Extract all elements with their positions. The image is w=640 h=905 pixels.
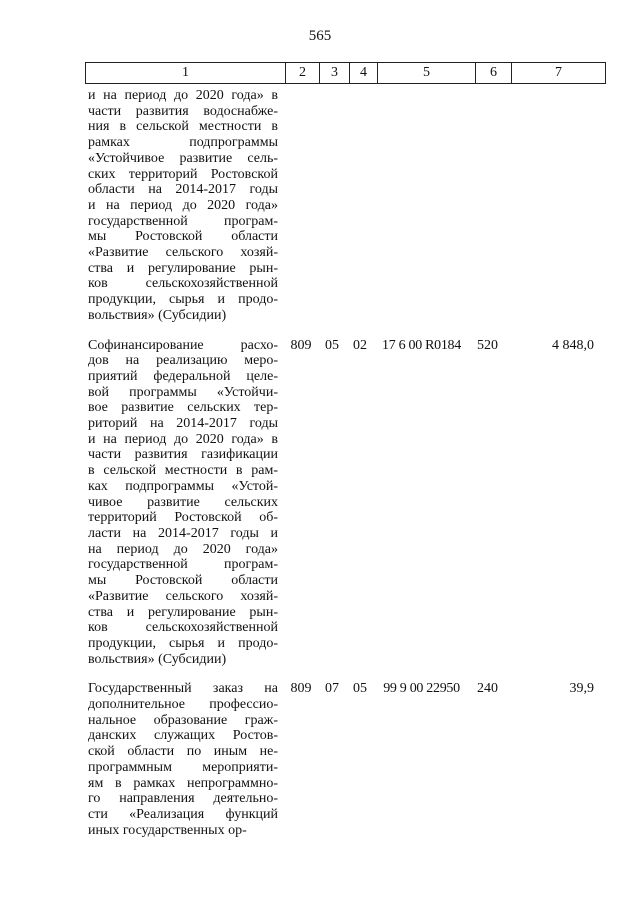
section-code: 07 [325,681,339,697]
description-line: рамках подпрограммы [88,135,278,151]
description-line: ласти на 2014-2017 годы и [88,525,278,541]
row-spacer [88,324,608,338]
column-header-1: 1 [86,63,286,84]
column-header-6: 6 [476,63,512,84]
row-spacer [88,667,608,681]
description-line: мы Ростовской области [88,573,278,589]
description-line: дополнительное профессио- [88,697,278,713]
description-line: «Развитие сельского хозяй- [88,245,278,261]
column-header-row [86,63,606,84]
description-line: чивое развитие сельских [88,494,278,510]
column-header-2: 2 [286,63,320,84]
description-line: мы Ростовской области [88,229,278,245]
amount-value: 39,9 [569,681,594,697]
description-line: ских территорий Ростовской [88,166,278,182]
description-line: ках подпрограммы «Устой- [88,478,278,494]
description-line: части развития газификации [88,447,278,463]
grbs-code: 809 [290,337,312,353]
description-line: государственной програм- [88,557,278,573]
subsection-code: 05 [353,681,367,697]
section-code: 05 [325,337,339,353]
table-row [88,88,608,324]
column-header-7: 7 [512,63,606,84]
description-line: ков сельскохозяйственной [88,620,278,636]
row-description [88,88,278,324]
description-line: территорий Ростовской об- [88,510,278,526]
expense-type-code: 520 [477,337,498,353]
description-line: на период до 2020 года» [88,541,278,557]
expense-type-code: 240 [477,681,498,697]
description-line: вольствия» (Субсидии) [88,651,227,667]
description-line: данских служащих Ростов- [88,728,278,744]
description-line: приятий федеральной целе- [88,368,278,384]
description-line: «Устойчивое развитие сель- [88,150,278,166]
description-line: ства и регулирование рын- [88,260,278,276]
description-line: ков сельскохозяйственной [88,276,278,292]
description-line: го направления деятельно- [88,791,278,807]
description-line: ства и регулирование рын- [88,604,278,620]
description-line: риторий на 2014-2017 годы [88,416,278,432]
table-row [88,681,608,838]
description-line: части развития водоснабже- [88,103,278,119]
row-description [88,338,278,668]
description-line: иных государственных ор- [88,822,247,838]
description-line: ния в сельской местности в [88,119,278,135]
description-line: вольствия» (Субсидии) [88,307,227,323]
description-line: области на 2014-2017 годы [88,182,278,198]
description-line: ской области по иным не- [88,744,278,760]
description-line: и на период до 2020 года» [88,197,278,213]
target-item-code: 99 9 00 22950 [383,681,460,697]
page-number: 565 [308,28,332,44]
description-line: государственной програм- [88,213,278,229]
column-header-5: 5 [378,63,476,84]
description-line: Государственный заказ на [88,681,278,697]
description-line: Софинансирование расхо- [88,337,278,353]
target-item-code: 17 6 00 R0184 [382,337,461,353]
description-line: дов на реализацию меро- [88,353,278,369]
description-line: ям в рамках непрограммно- [88,775,278,791]
column-header-4: 4 [350,63,378,84]
description-line: продукции, сырья и продо- [88,635,278,651]
description-line: продукции, сырья и продо- [88,292,278,308]
column-header-table [85,62,606,84]
subsection-code: 02 [353,337,367,353]
description-line: программным мероприяти- [88,759,278,775]
description-line: вое развитие сельских тер- [88,400,278,416]
column-header-3: 3 [320,63,350,84]
budget-rows [88,88,608,838]
description-line: и на период до 2020 года» в [88,431,278,447]
table-row [88,338,608,668]
description-line: вой программы «Устойчи- [88,384,278,400]
description-line: «Развитие сельского хозяй- [88,588,278,604]
description-line: нальное образование граж- [88,712,278,728]
row-description [88,681,278,838]
description-line: и на период до 2020 года» в [88,88,278,103]
description-line: в сельской местности в рам- [88,463,278,479]
grbs-code: 809 [290,681,312,697]
amount-value: 4 848,0 [552,337,594,353]
description-line: сти «Реализация функций [88,806,278,822]
